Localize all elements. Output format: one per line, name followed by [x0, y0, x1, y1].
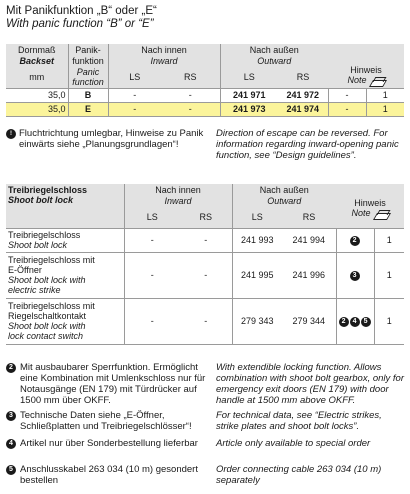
cell-out-rs: 241 974 — [278, 102, 328, 116]
footnote-2-icon: 2 — [350, 236, 360, 246]
footnote-de: Artikel nur über Sonderbestellung lieferbar — [20, 438, 198, 449]
footnote-de: Technische Daten siehe „E-Öffner, Schließplatten und Treibriegelschlösser“! — [20, 410, 192, 432]
header-note: Note — [351, 208, 371, 219]
header-out-ls: LS — [232, 206, 282, 228]
footnote-3 — [6, 410, 404, 432]
footnote-2-icon: 2 — [6, 363, 16, 373]
header-outward: Outward — [232, 195, 336, 206]
row-desc-en-1: Shoot bolt lock with — [8, 321, 86, 331]
footnote-5-icon: 5 — [6, 465, 16, 475]
footnote-3-icon: 3 — [350, 271, 360, 281]
header-out-rs: RS — [278, 66, 328, 88]
header-aussen: Nach außen — [220, 44, 328, 55]
cell-out-rs: 241 972 — [278, 88, 328, 102]
row-desc-en-2: lock contact switch — [8, 331, 84, 341]
footnote-3-icon: 3 — [6, 411, 16, 421]
cell-backset: 35,0 — [6, 88, 68, 102]
cell-out-ls: 241 971 — [220, 88, 278, 102]
cell-out-ls: 241 973 — [220, 102, 278, 116]
footnote-5-icon: 5 — [361, 317, 371, 327]
cell-note: - — [328, 102, 366, 116]
cell-backset: 35,0 — [6, 102, 68, 116]
header-panik: Panik- — [68, 44, 108, 55]
cell-in-ls: - — [108, 88, 161, 102]
footnote-de: Anschlusskabel 263 034 (10 m) gesondert bestellen — [20, 464, 198, 486]
section-title — [6, 5, 157, 31]
cell-qty: 1 — [366, 102, 404, 116]
footnote-5 — [6, 464, 404, 486]
header-backset: Backset — [6, 55, 68, 66]
table-row — [6, 252, 404, 298]
cell-in-ls: - — [124, 228, 180, 252]
cell-notes — [336, 252, 374, 298]
header-outward: Outward — [220, 55, 328, 66]
panic-function-table — [6, 44, 404, 117]
cell-in-rs: - — [180, 298, 232, 344]
header-note: Note — [347, 74, 367, 85]
footnote-2-icon: 2 — [339, 317, 349, 327]
footnote-en: With extendible locking function. Allows combination with shoot bolt gearbox, only for emergency exit doors (EN 179) with door handle at 1500 mm above OKFF. — [216, 362, 404, 406]
row-desc-de-2: E-Öffner — [8, 265, 42, 275]
note-book-icon — [374, 210, 389, 219]
cell-out-ls: 241 993 — [232, 228, 282, 252]
cell-in-ls: - — [124, 298, 180, 344]
cell-out-rs: 241 996 — [282, 252, 336, 298]
cell-out-rs: 279 344 — [282, 298, 336, 344]
cell-in-rs: - — [161, 88, 220, 102]
shoot-bolt-table — [6, 184, 404, 345]
info-bullet-icon: ! — [6, 129, 16, 139]
header-hinweis: Hinweis — [350, 64, 382, 75]
cell-in-ls: - — [124, 252, 180, 298]
note-book-icon — [370, 77, 385, 86]
table-row — [6, 228, 404, 252]
note-de: Fluchtrichtung umlegbar, Hinweise zu Panik einwärts siehe „Planungsgrundlagen“! — [19, 128, 204, 150]
footnote-4-icon: 4 — [6, 439, 16, 449]
cell-note: - — [328, 88, 366, 102]
footnote-de: Mit ausbaubarer Sperrfunktion. Ermöglicht eine Kombination mit Umlenkschloss nur für Notausgänge (EN 179) mit Türdrücker auf 1500 mm über OKFF. — [20, 362, 206, 406]
header-out-rs: RS — [282, 206, 336, 228]
header-out-ls: LS — [220, 66, 278, 88]
table-row — [6, 102, 404, 116]
table2-title-en: Shoot bolt lock — [8, 195, 73, 205]
table2-title-de: Treibriegelschloss — [8, 185, 88, 195]
row-desc-en-1: Shoot bolt lock with — [8, 275, 86, 285]
header-in-rs: RS — [180, 206, 232, 228]
header-innen: Nach innen — [124, 184, 232, 195]
cell-qty: 1 — [366, 88, 404, 102]
note-en: Direction of escape can be reversed. For information regarding inward-opening panic function, see “Design guidelines”. — [216, 128, 399, 161]
title-en: With panic function “B” or “E” — [6, 18, 154, 30]
footnote-2 — [6, 362, 404, 406]
header-funktion: funktion — [68, 55, 108, 66]
cell-qty: 1 — [374, 298, 404, 344]
cell-in-ls: - — [108, 102, 161, 116]
table-row — [6, 88, 404, 102]
header-hinweis: Hinweis — [354, 198, 386, 209]
row-desc-en-2: electric strike — [8, 285, 61, 295]
row-desc-de-2: Riegelschaltkontakt — [8, 311, 87, 321]
header-in-rs: RS — [161, 66, 220, 88]
header-innen: Nach innen — [108, 44, 220, 55]
header-inward: Inward — [124, 195, 232, 206]
cell-out-rs: 241 994 — [282, 228, 336, 252]
cell-qty: 1 — [374, 228, 404, 252]
cell-qty: 1 — [374, 252, 404, 298]
cell-out-ls: 241 995 — [232, 252, 282, 298]
footnote-4-icon: 4 — [350, 317, 360, 327]
cell-func: B — [68, 88, 108, 102]
header-function: function — [72, 76, 104, 87]
cell-out-ls: 279 343 — [232, 298, 282, 344]
cell-func: E — [68, 102, 108, 116]
row-desc-de: Treibriegelschloss — [8, 230, 81, 240]
row-desc-de-1: Treibriegelschloss mit — [8, 255, 95, 265]
cell-in-rs: - — [180, 252, 232, 298]
cell-in-rs: - — [161, 102, 220, 116]
footnote-4 — [6, 438, 404, 450]
header-mm: mm — [6, 66, 68, 88]
cell-in-rs: - — [180, 228, 232, 252]
header-in-ls: LS — [124, 206, 180, 228]
title-de: Mit Panikfunktion „B“ oder „E“ — [6, 5, 157, 17]
header-aussen: Nach außen — [232, 184, 336, 195]
footnote-en: Article only available to special order — [216, 438, 371, 449]
header-inward: Inward — [108, 55, 220, 66]
row-desc-en: Shoot bolt lock — [8, 240, 68, 250]
row-desc-de-1: Treibriegelschloss mit — [8, 301, 95, 311]
header-in-ls: LS — [108, 66, 161, 88]
table-row — [6, 298, 404, 344]
footnote-en: Order connecting cable 263 034 (10 m) separately — [216, 464, 382, 486]
header-panic: Panic — [76, 66, 100, 77]
cell-notes — [336, 228, 374, 252]
header-dornmass: Dornmaß — [6, 44, 68, 55]
cell-notes — [336, 298, 374, 344]
footnote-en: For technical data, see “Electric strikes, strike plates and shoot bolt locks”. — [216, 410, 382, 432]
